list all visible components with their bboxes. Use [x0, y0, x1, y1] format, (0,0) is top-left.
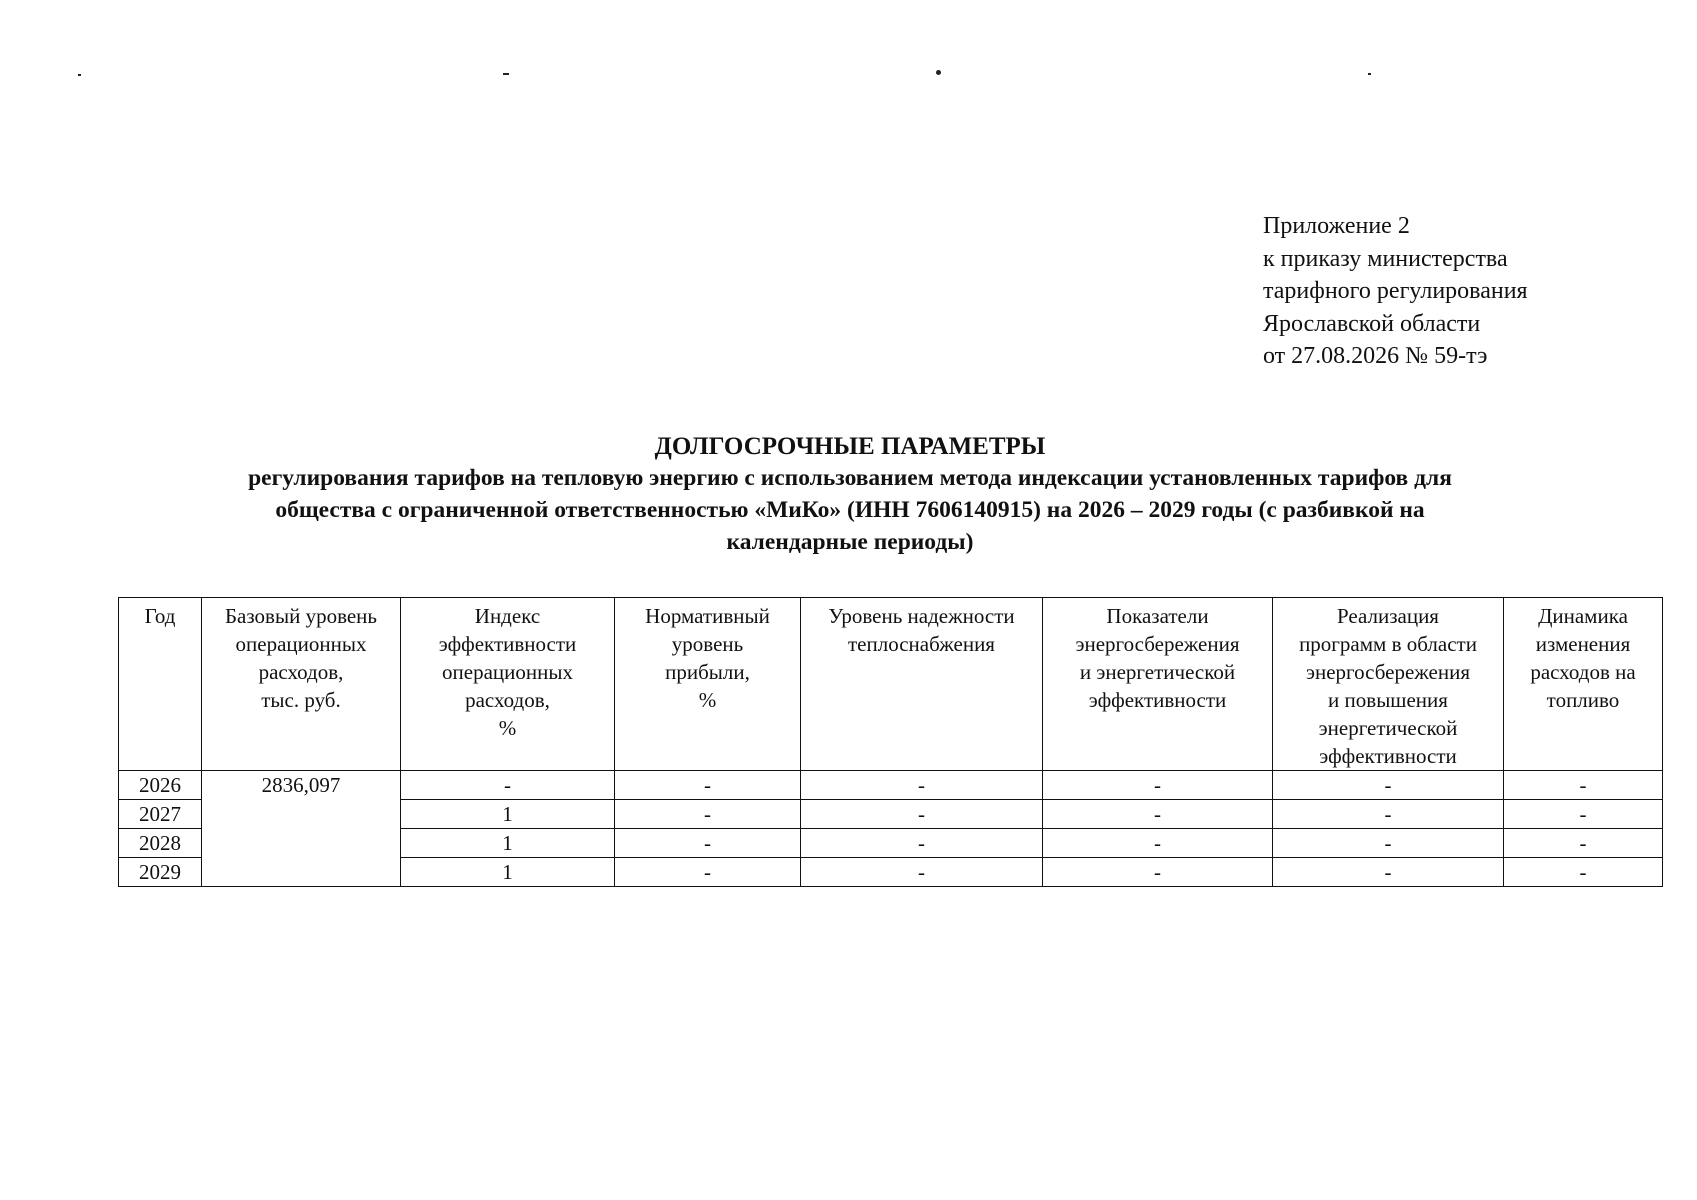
cell-programs: - — [1273, 858, 1504, 887]
header-reliability: Уровень надежности теплоснабжения — [801, 598, 1043, 771]
document-subtitle-line: календарные периоды) — [726, 529, 974, 555]
cell-fuel-dynamics: - — [1504, 858, 1663, 887]
cell-fuel-dynamics: - — [1504, 829, 1663, 858]
header-profit-level: Нормативный уровень прибыли, % — [615, 598, 801, 771]
cell-profit-level: - — [615, 771, 801, 800]
annex-line: от 27.08.2026 № 59-тэ — [1263, 343, 1488, 369]
cell-energy-saving: - — [1043, 800, 1273, 829]
cell-fuel-dynamics: - — [1504, 771, 1663, 800]
header-year: Год — [119, 598, 202, 771]
cell-reliability: - — [801, 858, 1043, 887]
title-block — [110, 432, 1590, 558]
annex-line: к приказу министерства — [1263, 245, 1508, 272]
document-subtitle-line: общества с ограниченной ответственностью «МиКо» (ИНН 7606140915) на 2026 – 2029 годы (с разбивкой на — [275, 497, 1425, 523]
cell-efficiency-index: 1 — [401, 858, 615, 887]
cell-year: 2028 — [119, 829, 202, 858]
cell-year: 2026 — [119, 771, 202, 800]
cell-fuel-dynamics: - — [1504, 800, 1663, 829]
header-efficiency-index: Индекс эффективности операционных расходов, % — [401, 598, 615, 771]
cell-reliability: - — [801, 800, 1043, 829]
annex-line: Приложение 2 — [1263, 213, 1410, 239]
cell-programs: - — [1273, 829, 1504, 858]
cell-efficiency-index: - — [401, 771, 615, 800]
cell-programs: - — [1273, 800, 1504, 829]
document-subtitle-line: регулирования тарифов на тепловую энергию с использованием метода индексации установленных тарифов для — [248, 465, 1452, 491]
cell-profit-level: - — [615, 829, 801, 858]
cell-energy-saving: - — [1043, 858, 1273, 887]
scan-speck — [936, 70, 941, 75]
cell-year: 2027 — [119, 800, 202, 829]
cell-efficiency-index: 1 — [401, 800, 615, 829]
scan-speck — [503, 73, 509, 75]
annex-block — [1263, 210, 1528, 373]
cell-profit-level: - — [615, 800, 801, 829]
header-programs: Реализация программ в области энергосбережения и повышения энергетической эффективности — [1273, 598, 1504, 771]
cell-efficiency-index: 1 — [401, 829, 615, 858]
scan-speck — [1368, 73, 1371, 75]
cell-year: 2029 — [119, 858, 202, 887]
annex-line: Ярославской области — [1263, 310, 1481, 337]
table-header-row — [119, 598, 1663, 771]
document-title: ДОЛГОСРОЧНЫЕ ПАРАМЕТРЫ — [654, 433, 1046, 460]
cell-programs: - — [1273, 771, 1504, 800]
header-fuel-dynamics: Динамика изменения расходов на топливо — [1504, 598, 1663, 771]
header-energy-saving: Показатели энергосбережения и энергетической эффективности — [1043, 598, 1273, 771]
scan-speck — [78, 74, 81, 76]
annex-line: тарифного регулирования — [1263, 278, 1528, 304]
parameters-table — [118, 597, 1663, 887]
cell-profit-level: - — [615, 858, 801, 887]
cell-reliability: - — [801, 829, 1043, 858]
cell-reliability: - — [801, 771, 1043, 800]
cell-energy-saving: - — [1043, 829, 1273, 858]
cell-energy-saving: - — [1043, 771, 1273, 800]
table-row — [119, 771, 1663, 800]
cell-base-opex: 2836,097 — [202, 771, 401, 887]
header-base-opex: Базовый уровень операционных расходов, тыс. руб. — [202, 598, 401, 771]
